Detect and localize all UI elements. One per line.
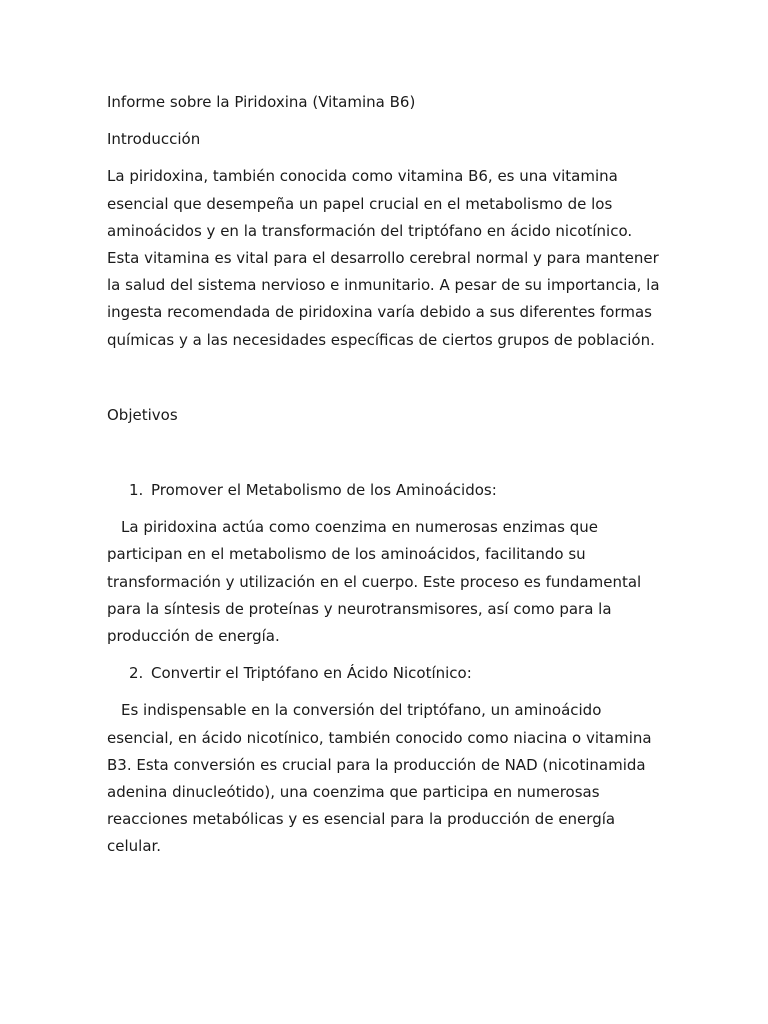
objective-item-1 (107, 477, 667, 504)
document-page (107, 89, 667, 861)
intro-paragraph: La piridoxina, también conocida como vitamina B6, es una vitamina esencial que desempeña un papel crucial en el metabolismo de los aminoácidos y en la transformación del triptófano en ácido nicotínico. Esta vitamina es vital para el desarrollo cerebral normal y para mantener la salud del sistema nervioso e inmunitario. A pesar de su importancia, la ingesta recomendada de piridoxina varía debido a sus diferentes formas químicas y a las necesidades específicas de ciertos grupos de población. (107, 167, 660, 349)
objective-title: Promover el Metabolismo de los Aminoácidos: (151, 481, 497, 500)
objective-title: Convertir el Triptófano en Ácido Nicotínico: (151, 664, 472, 683)
intro-heading: Introducción (107, 130, 201, 149)
objectives-heading: Objetivos (107, 405, 178, 424)
objective-paragraph-1: La piridoxina actúa como coenzima en numerosas enzimas que participan en el metabolismo de los aminoácidos, facilitando su transformación y utilización en el cuerpo. Este proceso es fundamental para la síntesis de proteínas y neurotransmisores, así como para la producción de energía. (107, 518, 642, 646)
objective-paragraph-2: Es indispensable en la conversión del triptófano, un aminoácido esencial, en ácido nicotínico, también conocido como niacina o vitamina B3. Esta conversión es crucial para la producción de NAD (nicotinamida adenina dinucleótido), una coenzima que participa en numerosas reacciones metabólicas y es esencial para la producción de energía celular. (107, 701, 652, 856)
objective-item-2 (107, 660, 667, 687)
objective-number: 2. (129, 664, 144, 683)
objective-number: 1. (129, 481, 144, 500)
document-title: Informe sobre la Piridoxina (Vitamina B6) (107, 93, 416, 111)
